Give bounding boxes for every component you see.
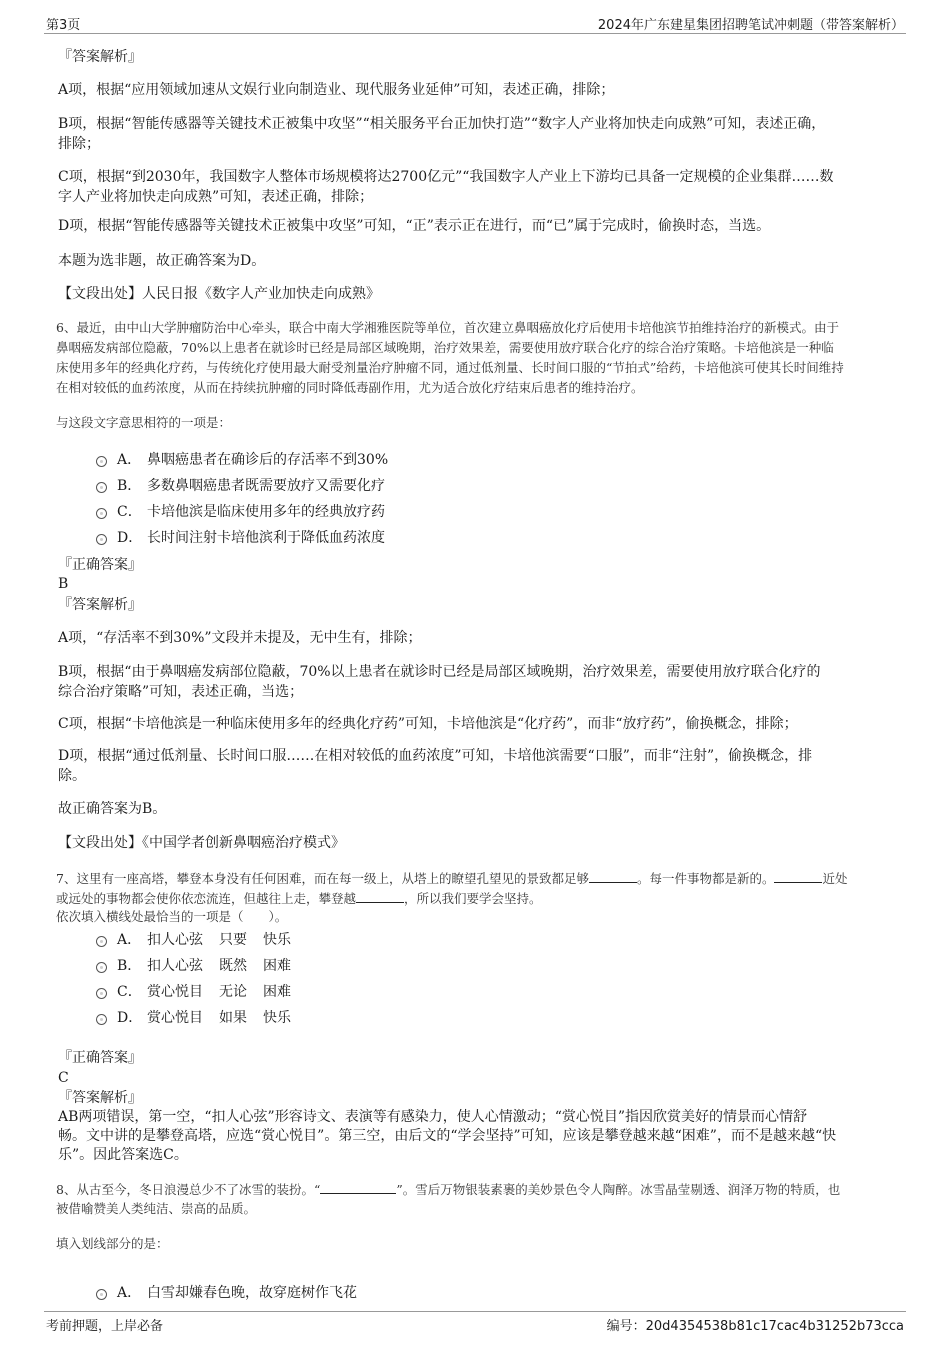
- option-word-3: 快乐: [263, 1010, 291, 1026]
- option-key: D．: [117, 530, 143, 546]
- q7-option-a[interactable]: [96, 930, 291, 950]
- q5-analysis-d: D项，根据“智能传感器等关键技术正被集中攻坚”可知，“正”表示正在进行，而“已”属于完成时，偷换时态，当选。: [58, 218, 771, 234]
- q6-analysis-d-line2: 除。: [58, 768, 86, 784]
- option-word-2: 无论: [219, 984, 247, 1000]
- radio-icon[interactable]: [96, 534, 107, 545]
- option-key: C．: [117, 984, 142, 1000]
- q6-option-b[interactable]: [96, 476, 385, 496]
- q8-stem-line2: 被借喻赞美人类纯洁、崇高的品质。: [56, 1201, 257, 1216]
- q7-option-d[interactable]: [96, 1008, 291, 1028]
- q6-stem-line1: 6、最近，由中山大学肿瘤防治中心牵头，联合中南大学湘雅医院等单位，首次建立鼻咽癌放化疗后使用卡培他滨节拍维持治疗的新模式。由于: [56, 320, 839, 335]
- q7-stem-line2: [56, 888, 542, 909]
- q6-stem-line3: 床使用多年的经典化疗药，与传统化疗使用最大耐受剂量治疗肿瘤不同，通过低剂量、长时间口服的“节拍式”给药，卡培他滨可使其长时间维持: [56, 360, 844, 375]
- q7-stem-part: 。每一件事物都是新的。: [636, 871, 775, 886]
- option-key: B．: [117, 478, 142, 494]
- fill-blank: [589, 868, 637, 883]
- q7-answer: C: [58, 1070, 69, 1086]
- q6-stem-line2: 鼻咽癌发病部位隐蔽，70%以上患者在就诊时已经是局部区域晚期，治疗效果差，需要使用放疗联合化疗的综合治疗策略。卡培他滨是一种临: [56, 340, 834, 355]
- q7-answer-label: 『正确答案』: [58, 1050, 142, 1066]
- q6-answer-label: 『正确答案』: [58, 557, 142, 573]
- radio-icon[interactable]: [96, 936, 107, 947]
- q6-prompt: 与这段文字意思相符的一项是：: [56, 415, 232, 430]
- radio-icon[interactable]: [96, 988, 107, 999]
- q8-stem-part: ”。雪后万物银装素裹的美妙景色令人陶醉。冰雪晶莹剔透、润泽万物的特质，也: [396, 1182, 841, 1197]
- fill-blank: [320, 1179, 396, 1194]
- option-key: C．: [117, 504, 142, 520]
- q7-stem-part: 近处: [822, 871, 848, 886]
- q6-option-d[interactable]: [96, 528, 385, 548]
- option-text: 白雪却嫌春色晚，故穿庭树作飞花: [147, 1285, 357, 1301]
- option-text: 长时间注射卡培他滨利于降低血药浓度: [147, 530, 385, 546]
- q6-conclusion: 故正确答案为B。: [58, 801, 167, 817]
- option-key: A．: [117, 932, 142, 948]
- radio-icon[interactable]: [96, 962, 107, 973]
- q5-analysis-b-line1: B项，根据“智能传感器等关键技术正被集中攻坚”“相关服务平台正加快打造”“数字人产业将加快走向成熟”可知，表述正确，: [58, 116, 826, 132]
- option-key: A．: [117, 1285, 142, 1301]
- option-word-3: 困难: [263, 984, 291, 1000]
- q6-analysis-b-line2: 综合治疗策略”可知，表述正确，当选；: [58, 684, 304, 700]
- option-word-3: 快乐: [263, 932, 291, 948]
- q5-analysis-b-line2: 排除；: [58, 136, 100, 152]
- q6-stem-line4: 在相对较低的血药浓度，从而在持续抗肿瘤的同时降低毒副作用，尤为适合放化疗结束后患者的维持治疗。: [56, 380, 644, 395]
- document-title: 2024年广东建星集团招聘笔试冲刺题（带答案解析）: [597, 18, 904, 33]
- q6-analysis-a: A项，“存活率不到30%”文段并未提及，无中生有，排除；: [58, 630, 422, 646]
- option-word-1: 扣人心弦: [147, 932, 203, 948]
- option-word-2: 如果: [219, 1010, 247, 1026]
- q6-option-a[interactable]: [96, 450, 388, 470]
- footer-divider: [44, 1311, 906, 1312]
- q6-analysis-c: C项，根据“卡培他滨是一种临床使用多年的经典化疗药”可知，卡培他滨是“化疗药”，而非“放疗药”，偷换概念，排除；: [58, 716, 798, 732]
- header-divider: [44, 33, 906, 34]
- option-key: D．: [117, 1010, 143, 1026]
- option-text: 鼻咽癌患者在确诊后的存活率不到30%: [147, 452, 389, 468]
- q7-option-c[interactable]: [96, 982, 291, 1002]
- fill-blank: [774, 868, 822, 883]
- option-key: A．: [117, 452, 142, 468]
- q6-analysis-label: 『答案解析』: [58, 597, 142, 613]
- q7-stem-part: 7、这里有一座高塔，攀登本身没有任何困难，而在每一级上，从塔上的瞭望孔望见的景致都足够: [56, 871, 589, 886]
- radio-icon[interactable]: [96, 1014, 107, 1025]
- q5-analysis-a: A项，根据“应用领域加速从文娱行业向制造业、现代服务业延伸”可知，表述正确，排除；: [58, 82, 615, 98]
- q7-stem-part: 或远处的事物都会使你依恋流连，但越往上走，攀登越: [56, 891, 357, 906]
- page-footer: [0, 1305, 950, 1345]
- option-word-1: 赏心悦目: [147, 984, 203, 1000]
- document-id: 编号：20d4354538b81c17cac4b31252b73cca: [606, 1319, 904, 1334]
- fill-blank: [356, 888, 404, 903]
- q5-analysis-label: 『答案解析』: [58, 49, 142, 65]
- q7-stem-part: ，所以我们要学会坚持。: [404, 891, 542, 906]
- q6-answer: B: [58, 576, 69, 592]
- option-word-1: 赏心悦目: [147, 1010, 203, 1026]
- q5-analysis-c-line2: 字人产业将加快走向成熟”可知，表述正确，排除；: [58, 189, 374, 205]
- q6-analysis-d-line1: D项，根据“通过低剂量、长时间口服……在相对较低的血药浓度”可知，卡培他滨需要“口服”，而非“注射”，偷换概念，排: [58, 748, 813, 764]
- option-word-2: 既然: [219, 958, 247, 974]
- q7-analysis-line1: AB两项错误，第一空，“扣人心弦”形容诗文、表演等有感染力，使人心情激动；“赏心悦目”指因欣赏美好的情景而心情舒: [58, 1109, 808, 1125]
- q6-analysis-b-line1: B项，根据“由于鼻咽癌发病部位隐蔽，70%以上患者在就诊时已经是局部区域晚期，治疗效果差，需要使用放疗联合化疗的: [58, 664, 821, 680]
- q5-source: 【文段出处】人民日报《数字人产业加快走向成熟》: [58, 286, 380, 302]
- option-text: 卡培他滨是临床使用多年的经典放疗药: [147, 504, 385, 520]
- q8-prompt: 填入划线部分的是：: [56, 1236, 169, 1251]
- q7-prompt: 依次填入横线处最恰当的一项是（ ）。: [56, 909, 288, 924]
- q7-analysis-line2: 畅。文中讲的是攀登高塔，应选“赏心悦目”。第三空，由后文的“学会坚持”可知，应该是攀登越来越“困难”，而不是越来越“快: [58, 1128, 837, 1144]
- q7-option-b[interactable]: [96, 956, 291, 976]
- option-text: 多数鼻咽癌患者既需要放疗又需要化疗: [147, 478, 385, 494]
- footer-slogan: 考前押题，上岸必备: [46, 1319, 164, 1334]
- q6-option-c[interactable]: [96, 502, 385, 522]
- option-key: B．: [117, 958, 142, 974]
- page-header: [0, 0, 950, 36]
- q5-analysis-c-line1: C项，根据“到2030年，我国数字人整体市场规模将达2700亿元”“我国数字人产业上下游均已具备一定规模的企业集群……数: [58, 169, 834, 185]
- q8-stem-line1: [56, 1179, 840, 1200]
- q5-conclusion: 本题为选非题，故正确答案为D。: [58, 253, 266, 269]
- q6-source: 【文段出处】《中国学者创新鼻咽癌治疗模式》: [58, 835, 345, 851]
- radio-icon[interactable]: [96, 482, 107, 493]
- q8-option-a[interactable]: [96, 1283, 357, 1303]
- option-word-1: 扣人心弦: [147, 958, 203, 974]
- radio-icon[interactable]: [96, 508, 107, 519]
- q8-stem-part: 8、从古至今，冬日浪漫总少不了冰雪的装扮。“: [56, 1182, 321, 1197]
- q7-analysis-label: 『答案解析』: [58, 1090, 142, 1106]
- radio-icon[interactable]: [96, 1289, 107, 1300]
- option-word-2: 只要: [219, 932, 247, 948]
- option-word-3: 困难: [263, 958, 291, 974]
- page-number: 第3页: [46, 18, 81, 33]
- radio-icon[interactable]: [96, 456, 107, 467]
- q7-analysis-line3: 乐”。因此答案选C。: [58, 1147, 188, 1163]
- q7-stem-line1: [56, 868, 848, 889]
